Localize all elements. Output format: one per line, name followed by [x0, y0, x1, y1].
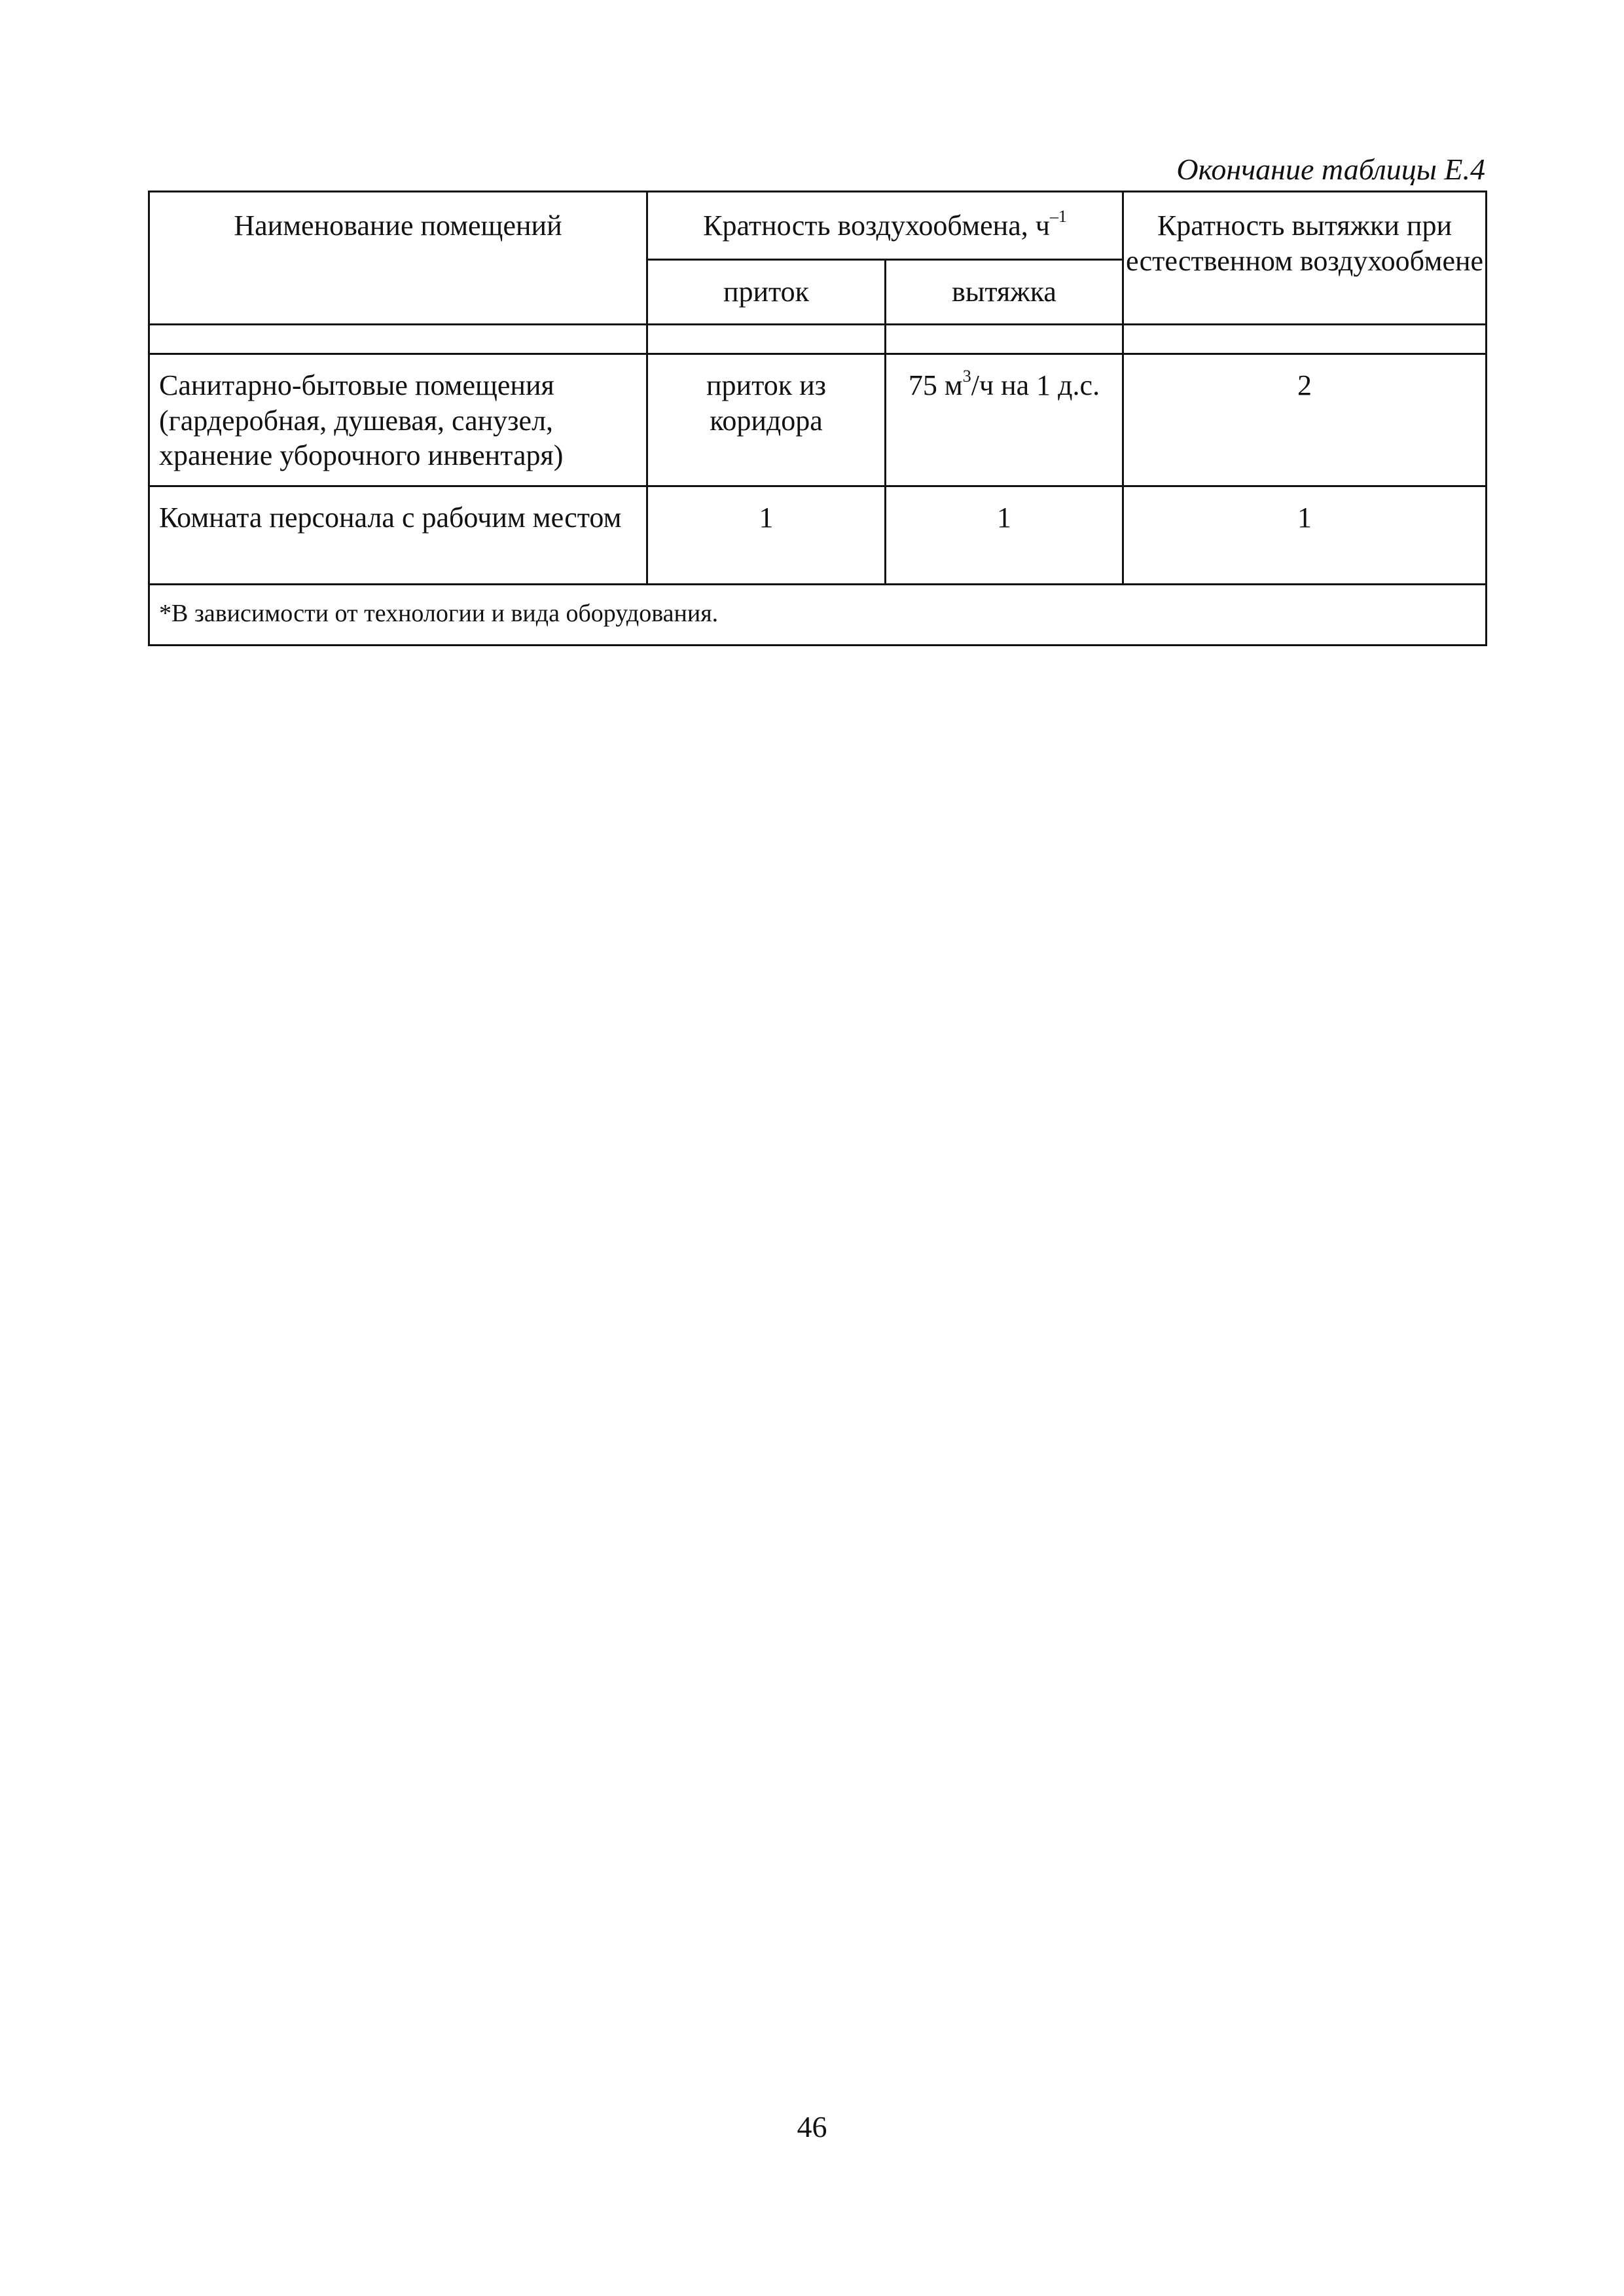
row-exhaust-unit-power: 3 — [962, 367, 971, 386]
row-exhaust-unit: /ч на 1 д.с. — [971, 369, 1100, 401]
row-room-name: Комната персонала с рабочим местом — [149, 486, 647, 585]
row-exhaust — [886, 354, 1123, 486]
spacer-cell — [647, 325, 886, 354]
table-row — [149, 486, 1487, 585]
table-continuation-label: Окончание таблицы Е.4 — [1176, 153, 1485, 186]
header-room-name: Наименование помещений — [149, 192, 647, 325]
row-exhaust: 1 — [886, 486, 1123, 585]
ventilation-table — [148, 191, 1487, 646]
row-exhaust-value: 75 м — [908, 369, 963, 401]
row-room-name: Санитарно-бытовые помещения (гардеробная, душевая, санузел, хранение уборочного инвентаря) — [149, 354, 647, 486]
header-natural-exhaust: Кратность вытяжки при естественном воздухообмене — [1123, 192, 1487, 325]
table-footnote: *В зависимости от технологии и вида оборудования. — [149, 585, 1487, 646]
page-number: 46 — [797, 2110, 827, 2143]
table-row — [149, 354, 1487, 486]
row-natural-exhaust: 2 — [1123, 354, 1487, 486]
spacer-cell — [1123, 325, 1487, 354]
header-supply: приток — [647, 260, 886, 325]
row-supply: приток из коридора — [647, 354, 886, 486]
table-spacer-row — [149, 325, 1487, 354]
header-air-exchange-unit-power: –1 — [1049, 207, 1067, 227]
header-air-exchange — [647, 192, 1123, 260]
spacer-cell — [886, 325, 1123, 354]
row-supply: 1 — [647, 486, 886, 585]
header-exhaust: вытяжка — [886, 260, 1123, 325]
header-air-exchange-text: Кратность воздухообмена, ч — [703, 210, 1050, 242]
spacer-cell — [149, 325, 647, 354]
row-natural-exhaust: 1 — [1123, 486, 1487, 585]
